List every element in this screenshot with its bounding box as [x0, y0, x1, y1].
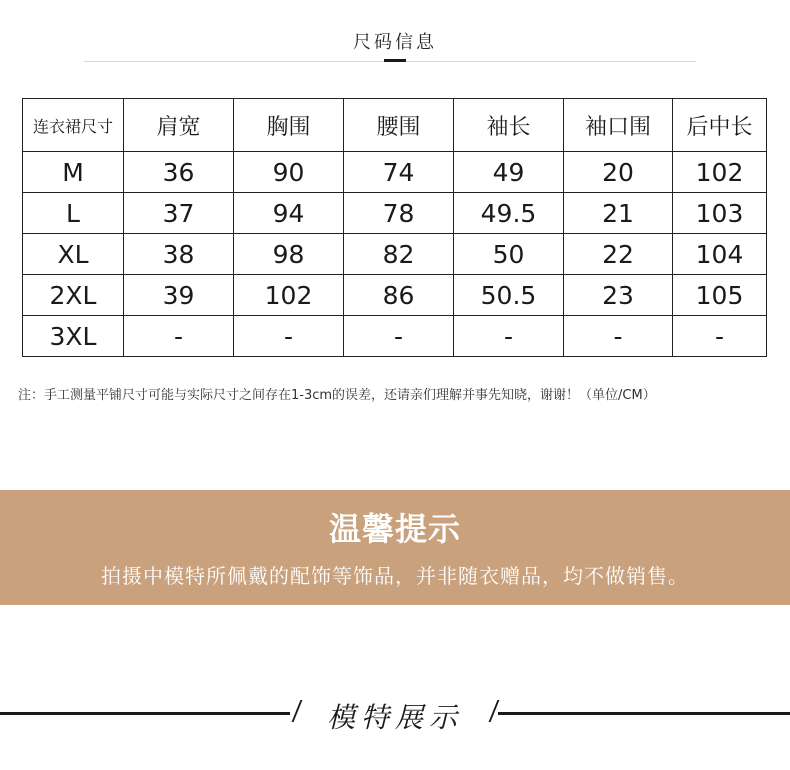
table-row	[23, 275, 767, 316]
size-label-cell: M	[23, 152, 124, 193]
table-cell: 102	[234, 275, 344, 316]
notice-banner	[0, 490, 790, 605]
model-display-title: 模特展示	[326, 701, 463, 734]
header-accent-bar	[384, 59, 406, 62]
table-cell: 82	[344, 234, 454, 275]
table-cell: -	[234, 316, 344, 357]
table-cell: 103	[673, 193, 767, 234]
table-cell: 94	[234, 193, 344, 234]
table-cell: 98	[234, 234, 344, 275]
heading-rule-right	[498, 712, 790, 715]
notice-title: 温馨提示	[328, 510, 461, 548]
size-table	[22, 98, 767, 357]
column-header: 袖口围	[564, 99, 673, 152]
table-row	[23, 193, 767, 234]
table-cell: -	[673, 316, 767, 357]
table-cell: 37	[124, 193, 234, 234]
column-header: 后中长	[673, 99, 767, 152]
table-cell: 21	[564, 193, 673, 234]
size-label-cell: XL	[23, 234, 124, 275]
table-cell: 39	[124, 275, 234, 316]
table-cell: 20	[564, 152, 673, 193]
model-display-heading	[0, 690, 790, 740]
table-cell: 102	[673, 152, 767, 193]
section-header	[0, 0, 790, 70]
table-cell: -	[564, 316, 673, 357]
table-cell: 105	[673, 275, 767, 316]
column-header: 肩宽	[124, 99, 234, 152]
notice-text: 拍摄中模特所佩戴的配饰等饰品，并非随衣赠品，均不做销售。	[101, 564, 689, 588]
table-cell: 86	[344, 275, 454, 316]
table-cell: 22	[564, 234, 673, 275]
table-cell: -	[454, 316, 564, 357]
table-row	[23, 316, 767, 357]
table-cell: 50	[454, 234, 564, 275]
table-cell: 74	[344, 152, 454, 193]
column-header: 胸围	[234, 99, 344, 152]
table-header-row	[23, 99, 767, 152]
table-cell: 50.5	[454, 275, 564, 316]
table-cell: 90	[234, 152, 344, 193]
table-cell: -	[124, 316, 234, 357]
table-row	[23, 234, 767, 275]
size-label-cell: L	[23, 193, 124, 234]
size-label-cell: 2XL	[23, 275, 124, 316]
column-header: 腰围	[344, 99, 454, 152]
table-cell: 23	[564, 275, 673, 316]
measurement-note: 注：手工测量平铺尺寸可能与实际尺寸之间存在1-3cm的误差，还请亲们理解并事先知晓，谢谢！（单位/CM）	[18, 388, 656, 403]
table-cell: 38	[124, 234, 234, 275]
table-cell: 104	[673, 234, 767, 275]
column-header: 袖长	[454, 99, 564, 152]
table-cell: 49.5	[454, 193, 564, 234]
table-row	[23, 152, 767, 193]
table-cell: 36	[124, 152, 234, 193]
table-cell: 49	[454, 152, 564, 193]
column-header: 连衣裙尺寸	[23, 99, 124, 152]
size-label-cell: 3XL	[23, 316, 124, 357]
table-cell: -	[344, 316, 454, 357]
table-cell: 78	[344, 193, 454, 234]
section-title: 尺码信息	[353, 32, 437, 53]
